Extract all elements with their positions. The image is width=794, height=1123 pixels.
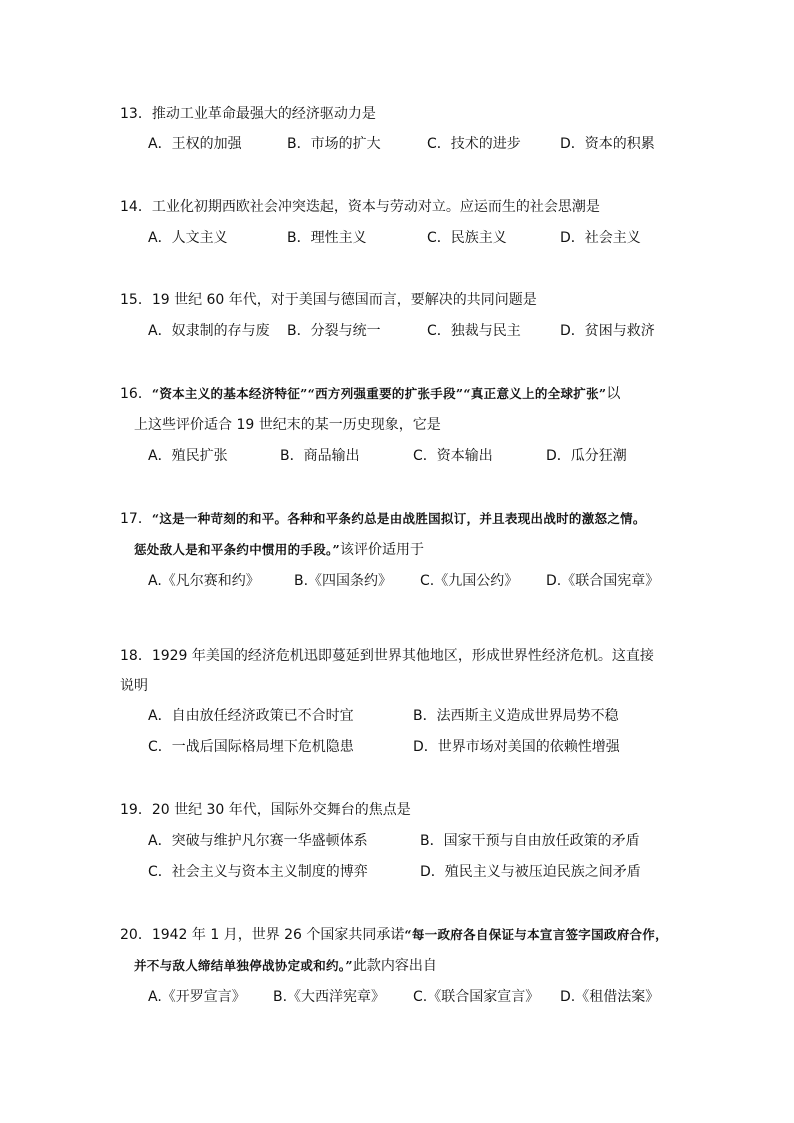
question-15-option-d: D．贫困与救济 [560, 323, 655, 339]
question-16-stem-tail: 以 [606, 386, 621, 402]
question-17-stem-line2 [134, 540, 424, 560]
question-13-option-c: C．技术的进步 [427, 136, 521, 152]
question-17-number: 17． [120, 511, 152, 527]
question-20-option-a: A.《开罗宣言》 [148, 989, 246, 1005]
question-16-option-b: B．商品输出 [280, 448, 360, 464]
question-17-stem-tail: 该评价适用于 [340, 542, 425, 558]
question-20-option-d: D.《租借法案》 [560, 989, 660, 1005]
question-17-option-c: C.《九国公约》 [420, 573, 519, 589]
question-20-option-b: B.《大西洋宪章》 [273, 989, 386, 1005]
question-20-quote: “每一政府各自保证与本宣言签字国政府合作， [404, 927, 668, 942]
question-19-option-a: A．突破与维护凡尔赛一华盛顿体系 [148, 833, 368, 849]
question-20-stem [120, 925, 668, 945]
question-15-option-c: C．独裁与民主 [427, 323, 521, 339]
question-20-quote-line2: 并不与敌人缔结单独停战协定或和约。” [134, 958, 353, 973]
question-15-stem: 15．19 世纪 60 年代，对于美国与德国而言，要解决的共同问题是 [120, 292, 537, 308]
question-14-option-a: A．人文主义 [148, 230, 228, 246]
question-16-stem [120, 384, 620, 404]
question-13-option-a: A．王权的加强 [148, 136, 242, 152]
question-14-option-c: C．民族主义 [427, 230, 507, 246]
question-14-option-d: D．社会主义 [560, 230, 641, 246]
question-17-option-a: A.《凡尔赛和约》 [148, 573, 260, 589]
question-18-option-b: B．法西斯主义造成世界局势不稳 [413, 708, 619, 724]
question-19-option-c: C．社会主义与资本主义制度的博弈 [148, 864, 368, 880]
question-17-option-b: B.《四国条约》 [294, 573, 393, 589]
question-20-stem-line2 [134, 956, 437, 976]
question-13-option-b: B．市场的扩大 [287, 136, 381, 152]
question-13-option-d: D．资本的积累 [560, 136, 655, 152]
question-16-quote: “资本主义的基本经济特征”“西方列强重要的扩张手段”“真正意义上的全球扩张” [151, 386, 607, 401]
question-18-option-d: D．世界市场对美国的依赖性增强 [413, 739, 620, 755]
question-18-stem-line2: 说明 [120, 678, 148, 694]
question-15-option-a: A．奴隶制的存与废 [148, 323, 270, 339]
question-19-option-d: D．殖民主义与被压迫民族之间矛盾 [420, 864, 641, 880]
question-18-stem: 18．1929 年美国的经济危机迅即蔓延到世界其他地区，形成世界性经济危机。这直接 [120, 648, 654, 664]
question-13-stem: 13．推动工业革命最强大的经济驱动力是 [120, 106, 376, 122]
question-18-option-c: C．一战后国际格局埋下危机隐患 [148, 739, 354, 755]
question-16-option-a: A．殖民扩张 [148, 448, 228, 464]
question-19-stem: 19．20 世纪 30 年代，国际外交舞台的焦点是 [120, 802, 411, 818]
question-20-stem-tail: 此款内容出自 [352, 958, 437, 974]
question-18-option-a: A．自由放任经济政策已不合时宜 [148, 708, 354, 724]
question-17-option-d: D.《联合国宪章》 [546, 573, 660, 589]
question-14-stem: 14．工业化初期西欧社会冲突迭起，资本与劳动对立。应运而生的社会思潮是 [120, 199, 600, 215]
question-17-stem [120, 509, 646, 529]
question-16-option-c: C．资本输出 [413, 448, 493, 464]
question-16-stem-line2: 上这些评价适合 19 世纪末的某一历史现象，它是 [134, 417, 441, 433]
question-17-quote: “这是一种苛刻的和平。各种和平条约总是由战胜国拟订，并且表现出战时的激怒之情。 [151, 511, 646, 526]
question-20-lead: 20．1942 年 1 月，世界 26 个国家共同承诺 [120, 927, 405, 943]
question-16-option-d: D．瓜分狂潮 [546, 448, 627, 464]
question-16-number: 16． [120, 386, 152, 402]
question-20-option-c: C.《联合国家宣言》 [413, 989, 540, 1005]
question-14-option-b: B．理性主义 [287, 230, 367, 246]
question-17-quote-line2: 惩处敌人是和平条约中惯用的手段。” [134, 542, 341, 557]
question-19-option-b: B．国家干预与自由放任政策的矛盾 [420, 833, 640, 849]
question-15-option-b: B．分裂与统一 [287, 323, 381, 339]
